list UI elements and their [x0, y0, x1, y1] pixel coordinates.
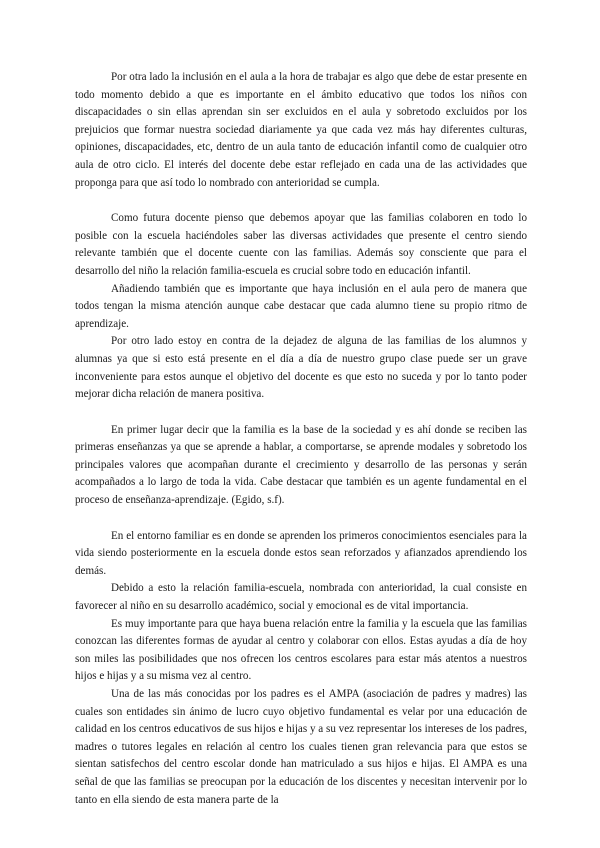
paragraph-family-neglect: Por otro lado estoy en contra de la dejadez de alguna de las familias de los alumnos y alumnas ya que si esto está presente en el día a día de nuestro grupo clase puede ser un grave inconveniente para estos aunque el objetivo del docente es que esto no suceda y por lo tanto poder mejorar dicha relación de manera positiva.: [75, 335, 527, 401]
paragraph-ampa: Una de las más conocidas por los padres es el AMPA (asociación de padres y madres) las cuales son entidades sin ánimo de lucro cuyo objetivo fundamental es velar por una educación de calidad en los centros educativos de sus hijos e hijas y a su vez representar los intereses de los padres, madres o tutores legales en relación al centro los cuales tienen gran relevancia para que estos se sientan satisfechos del centro escolar donde han matriculado a sus hijos e hijas. El AMPA es una señal de que las familias se preocupan por la educación de los discentes y necesitan intervenir por lo tanto en ella siendo de esta manera parte de la: [75, 688, 527, 806]
paragraph-family-base: En primer lugar decir que la familia es la base de la sociedad y es ahí donde se reciben las primeras enseñanzas ya que se aprende a hablar, a comportarse, se aprende modales y sobretodo los principales valores que acompañan durante el crecimiento y desarrollo de las personas y serán acompañados a lo largo de toda la vida. Cabe destacar que también es un agente fundamental en el proceso de enseñanza-aprendizaje. (Egido, s.f).: [75, 423, 527, 507]
paragraph-inclusion: Por otra lado la inclusión en el aula a la hora de trabajar es algo que debe de estar presente en todo momento debido a que es importante en el ámbito educativo que todos los niños con discapacidades o sin ellas aprendan sin ser excluidos en el aula y sobretodo excluidos por los prejuicios que formar nuestra sociedad diariamente ya que cada vez más hay diferentes culturas, opiniones, discapacidades, etc, dentro de un aula tanto de educación infantil como de cualquier otro aula de otro ciclo. El interés del docente debe estar reflejado en cada una de las actividades que proponga para que así todo lo nombrado con anterioridad se cumpla.: [75, 71, 527, 189]
paragraph-inclusion-rhythm: Añadiendo también que es importante que haya inclusión en el aula pero de manera que todos tengan la misma atención aunque cabe destacar que cada alumno tiene su propio ritmo de aprendizaje.: [75, 282, 527, 330]
paragraph-ways-to-help: Es muy importante para que haya buena relación entre la familia y la escuela que las familias conozcan las diferentes formas de ayudar al centro y colaborar con ellos. Estas ayudas a día de hoy son miles las posibilidades que nos ofrecen los centros escolares para estar más atentos a nuestros hijos e hijas y a su misma vez al centro.: [75, 617, 527, 683]
document-body: [75, 69, 527, 809]
paragraph-future-teacher: Como futura docente pienso que debemos apoyar que las familias colaboren en todo lo posible con la escuela haciéndoles saber las diversas actividades que presente el centro siendo relevante también que el docente cuente con las familias. Además soy consciente que para el desarrollo del niño la relación familia-escuela es crucial sobre todo en educación infantil.: [75, 212, 527, 277]
paragraph-family-school-relation: Debido a esto la relación familia-escuela, nombrada con anterioridad, la cual consiste en favorecer al niño en su desarrollo académico, social y emocional es de vital importancia.: [75, 582, 527, 613]
paragraph-family-environment: En el entorno familiar es en donde se aprenden los primeros conocimientos esenciales para la vida siendo posteriormente en la escuela donde estos sean reforzados y afianzados aprendiendo los demás.: [75, 529, 527, 577]
